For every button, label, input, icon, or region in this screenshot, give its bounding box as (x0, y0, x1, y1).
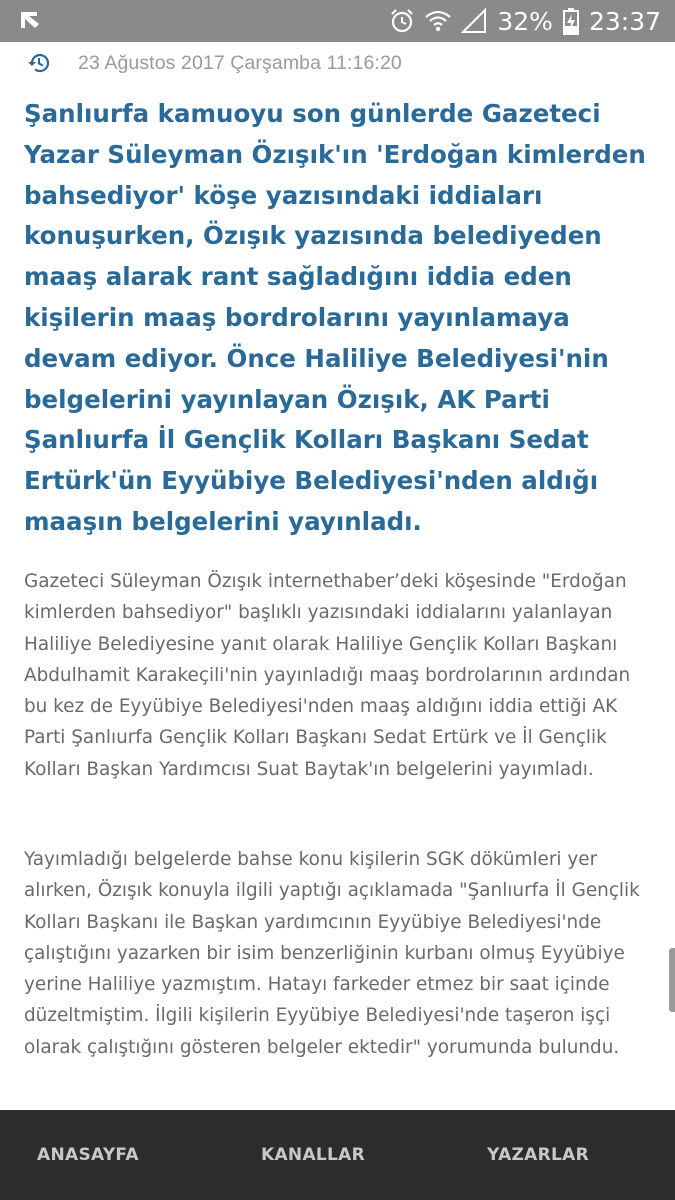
battery-percentage: 32% (497, 6, 553, 36)
status-icons (389, 0, 661, 42)
wifi-icon (425, 8, 451, 34)
article-paragraph: Yayımladığı belgelerde bahse konu kişilerin SGK dökümleri yer alırken, Özışık konuyla ilgili yaptığı açıklamada "Şanlıurfa İl Gençlik Kolları Başkanı ile Başkan yardımcının Eyyübiye Belediyesi'nde çalıştığını yazarken bir isim benzerliğinin kurbanı olmuş Eyyübiye yerine Haliliye yazmıştım. Hatayı farkeder etmez bir saat içinde düzeltmiştim. İlgili kişilerin Eyyübiye Belediyesi'nde taşeron işçi olarak çalıştığını gösteren belgeler ektedir" yorumunda bulundu. (24, 849, 640, 1058)
nav-home[interactable]: ANASAYFA (37, 1145, 139, 1165)
history-icon (26, 50, 52, 76)
alarm-icon (389, 8, 415, 34)
scrollbar-thumb[interactable] (669, 948, 675, 1012)
article-headline: Şanlıurfa kamuoyu son günlerde Gazeteci Yazar Süleyman Özışık'ın 'Erdoğan kimlerden bahsediyor' köşe yazısındaki iddiaları konuşurken, Özışık yazısında belediyeden maaş alarak rant sağladığını iddia eden kişilerin maaş bordrolarını yayınlamaya devam ediyor. Önce Haliliye Belediyesi'nin belgelerini yayınlayan Özışık, AK Parti Şanlıurfa İl Gençlik Kolları Başkanı Sedat Ertürk'ün Eyyübiye Belediyesi'nden aldığı maaşın belgelerini yayınladı. (24, 99, 646, 536)
battery-charging-icon (563, 8, 579, 35)
article-content (0, 42, 675, 1110)
article-date: 23 Ağustos 2017 Çarşamba 11:16:20 (78, 51, 402, 74)
app-notification-icon (16, 7, 44, 35)
bottom-navigation (0, 1110, 675, 1200)
article-paragraph: Gazeteci Süleyman Özışık internethaber’deki köşesinde "Erdoğan kimlerden bahsediyor" başlıklı yazısındaki iddialarını yalanlayan Haliliye Belediyesine yanıt olarak Haliliye Gençlik Kolları Başkanı Abdulhamit Karakeçili'nin yayınladığı maaş bordrolarının ardından bu kez de Eyyübiye Belediyesi'nden maaş aldığını iddia ettiği AK Parti Şanlıurfa Gençlik Kolları Başkanı Sedat Ertürk ve İl Gençlik Kolları Başkan Yardımcısı Suat Baytak'ın belgelerini yayımladı. (24, 571, 631, 780)
signal-icon (461, 8, 487, 34)
article-date-row (26, 48, 402, 78)
nav-authors[interactable]: YAZARLAR (487, 1145, 589, 1165)
clock: 23:37 (588, 6, 661, 36)
nav-channels[interactable]: KANALLAR (260, 1145, 366, 1165)
status-bar (0, 0, 675, 42)
